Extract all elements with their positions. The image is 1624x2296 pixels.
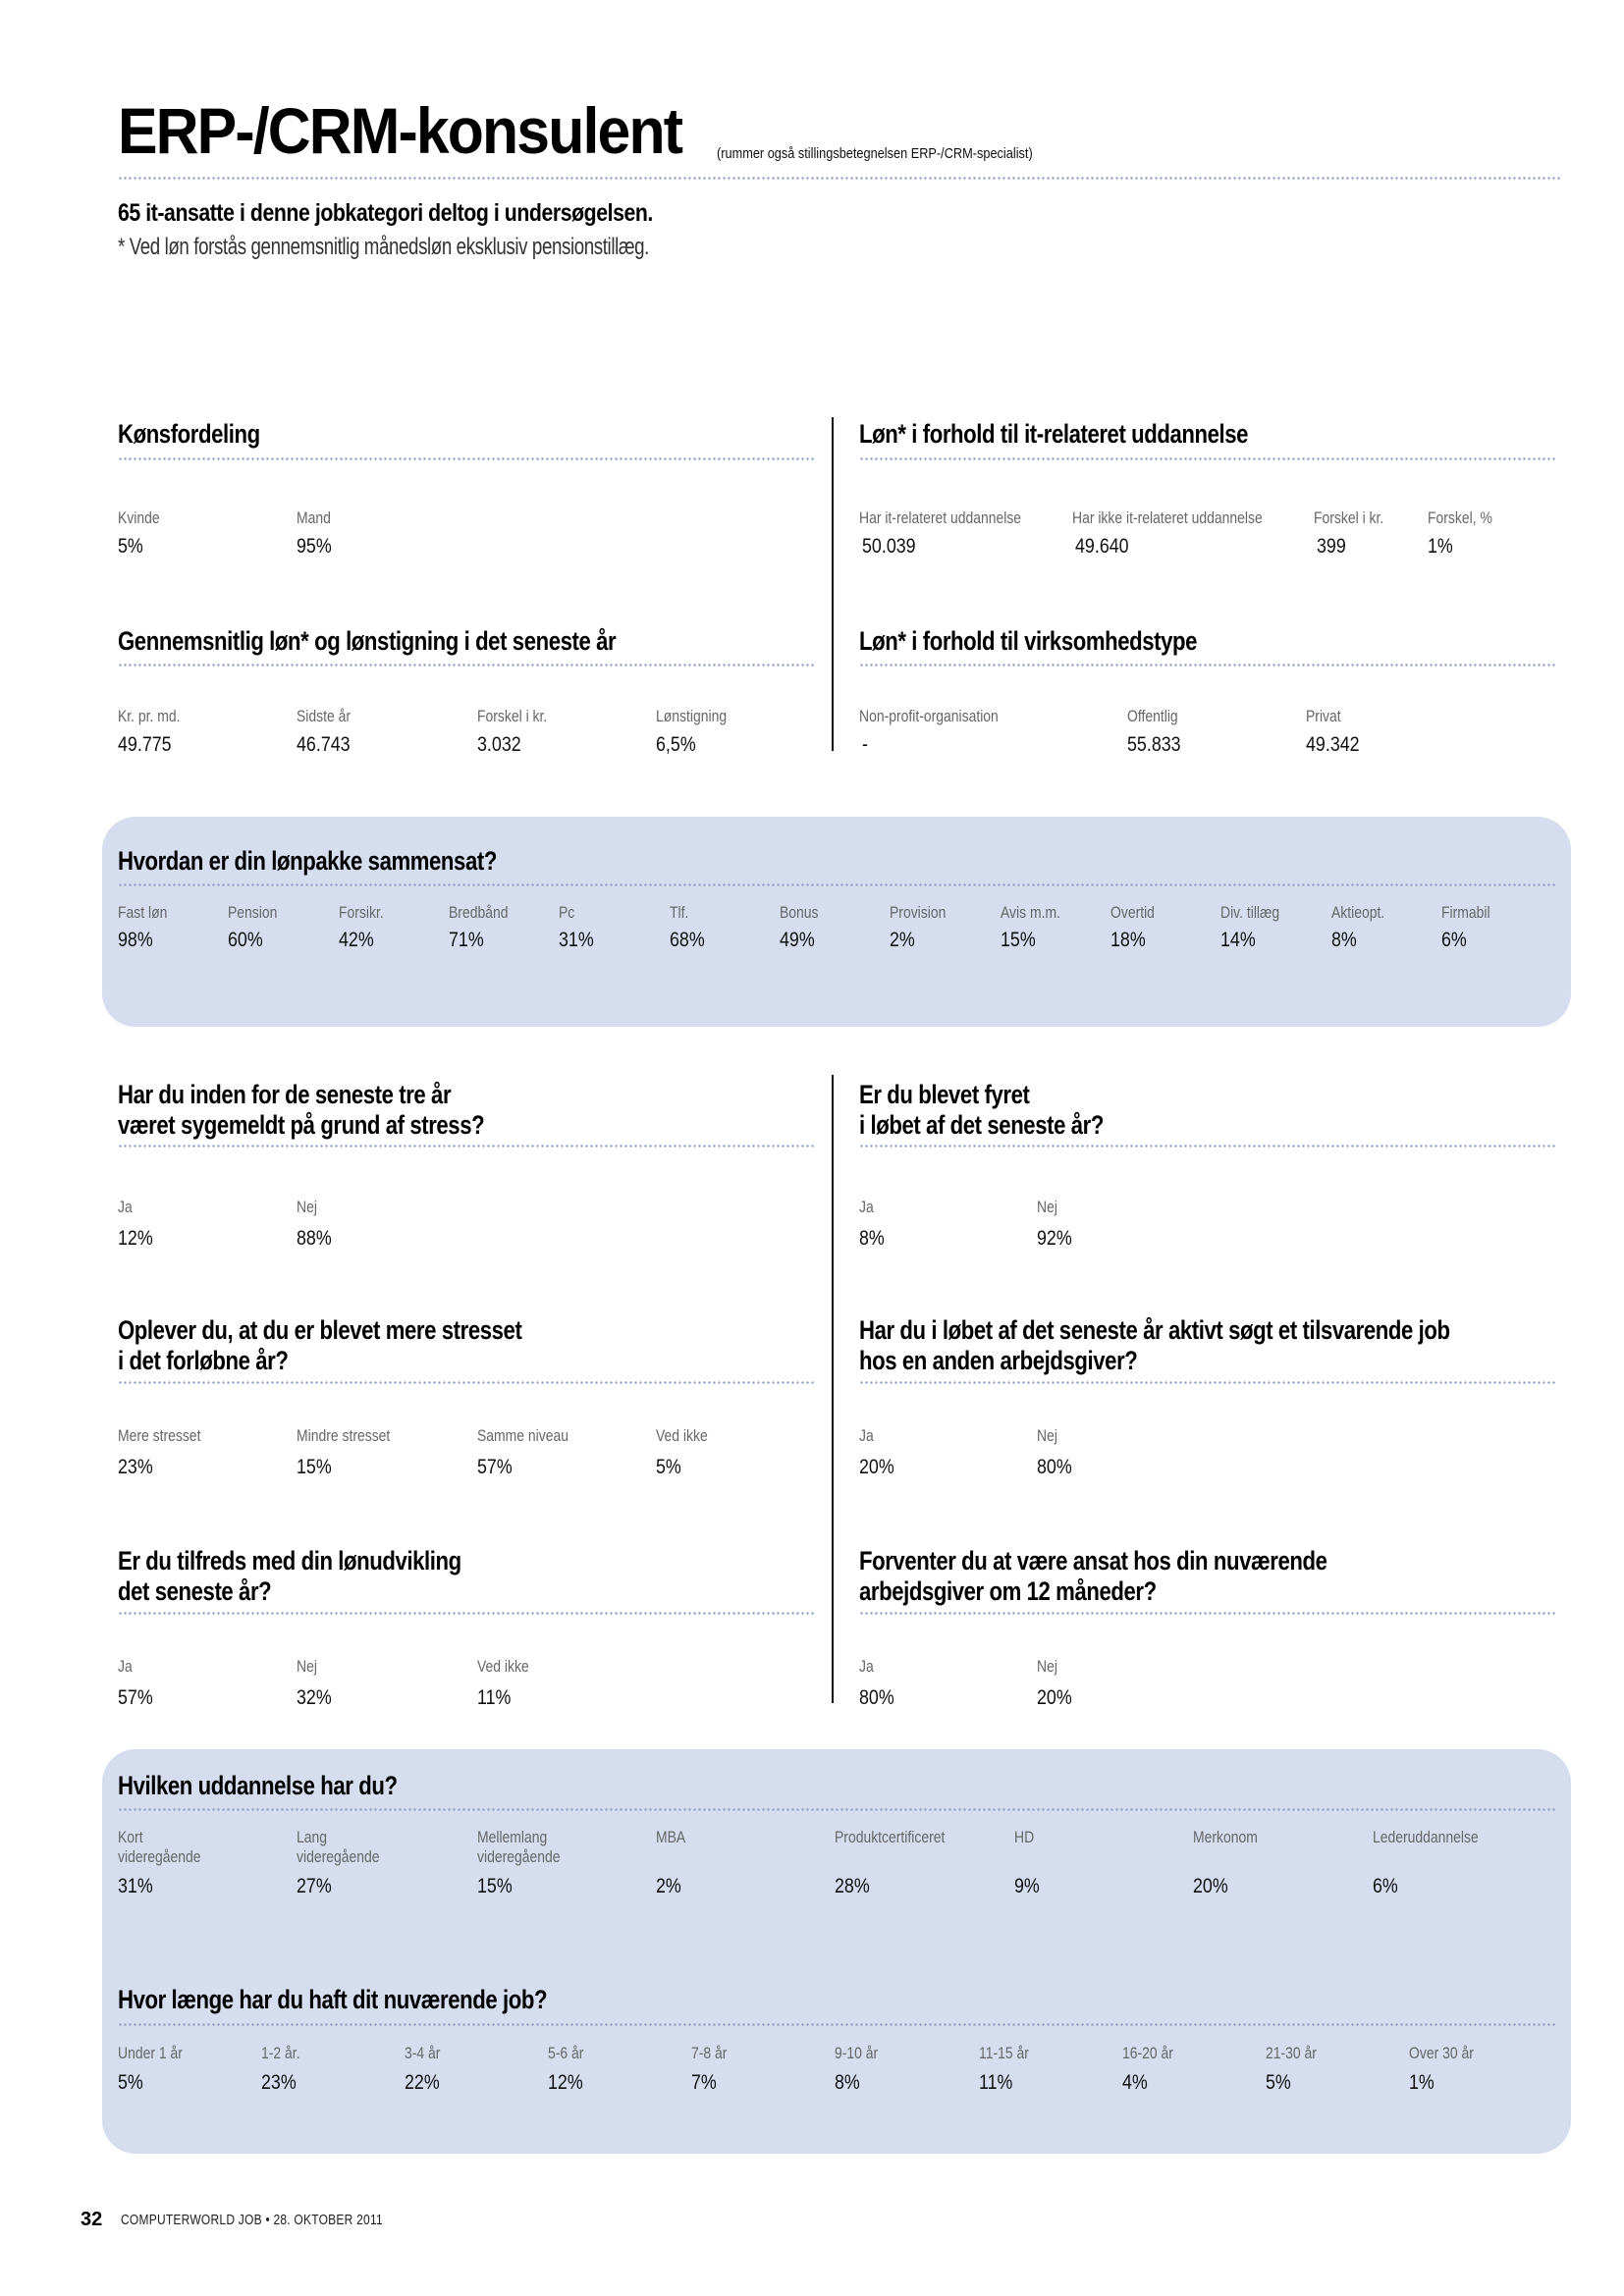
stat-value: 60% <box>228 929 263 951</box>
stat-label: Nej <box>297 1657 317 1676</box>
stat-label: Kr. pr. md. <box>118 707 181 725</box>
section-title-line2: det seneste år? <box>118 1576 272 1606</box>
section-title-line1: Har du inden for de seneste tre år <box>118 1080 452 1109</box>
stat-value: 49.640 <box>1075 535 1129 558</box>
stat-value: 57% <box>477 1456 513 1478</box>
section-title-line2: hos en anden arbejdsgiver? <box>859 1346 1138 1375</box>
stat-value: 11% <box>979 2071 1013 2094</box>
section-divider <box>859 1612 1556 1615</box>
section-title: Hvordan er din lønpakke sammensat? <box>118 846 497 876</box>
stat-label: Privat <box>1306 707 1341 725</box>
header-divider <box>118 177 1561 180</box>
stat-value: 8% <box>859 1227 885 1250</box>
stat-label: Bonus <box>780 903 819 922</box>
section-divider <box>118 1808 1557 1811</box>
stat-value: 49.342 <box>1306 733 1360 756</box>
stat-value: 42% <box>339 929 374 951</box>
section-divider <box>859 1145 1556 1148</box>
stat-value: 8% <box>1331 929 1357 951</box>
title-note: (rummer også stillingsbetegnelsen ERP-/CRM-specialist) <box>717 145 1033 162</box>
stat-value: 6% <box>1373 1875 1398 1897</box>
stat-label: Mere stresset <box>118 1426 201 1445</box>
stat-value: 2% <box>656 1875 681 1897</box>
stat-value: 20% <box>1037 1686 1072 1709</box>
stat-value: 23% <box>261 2071 297 2094</box>
stat-label: Merkonom <box>1193 1828 1258 1846</box>
stat-label: Ved ikke <box>656 1426 708 1445</box>
section-title: Kønsfordeling <box>118 419 260 449</box>
stat-value: 98% <box>118 929 153 951</box>
section-divider <box>859 457 1556 460</box>
stat-value: 31% <box>118 1875 153 1897</box>
stat-value: 71% <box>449 929 484 951</box>
stat-value: 4% <box>1122 2071 1148 2094</box>
stat-label: Nej <box>1037 1657 1057 1676</box>
section-title: Gennemsnitlig løn* og lønstigning i det seneste år <box>118 626 617 656</box>
stat-value: 95% <box>297 535 332 558</box>
stat-label-line2: videregående <box>118 1847 201 1866</box>
stat-label: Har ikke it-relateret uddannelse <box>1072 508 1263 527</box>
section-title: Løn* i forhold til it-relateret uddannelse <box>859 419 1249 449</box>
section-title-line2: i løbet af det seneste år? <box>859 1110 1104 1140</box>
stat-label: Nej <box>1037 1426 1057 1445</box>
stat-value: 5% <box>1266 2071 1291 2094</box>
section-title-line1: Har du i løbet af det seneste år aktivt søgt et tilsvarende job <box>859 1315 1450 1345</box>
stat-value: 399 <box>1317 535 1346 558</box>
section-title-line1: Er du tilfreds med din lønudvikling <box>118 1546 461 1575</box>
stat-value: 20% <box>859 1456 894 1478</box>
stat-label: Offentlig <box>1127 707 1178 725</box>
stat-value: 1% <box>1409 2071 1435 2094</box>
stat-label: Provision <box>890 903 947 922</box>
stat-label: 11-15 år <box>979 2044 1029 2062</box>
stat-label: Non-profit-organisation <box>859 707 999 725</box>
stat-value: 1% <box>1428 535 1453 558</box>
stat-value: 14% <box>1220 929 1256 951</box>
stat-label: Div. tillæg <box>1220 903 1280 922</box>
stat-value: 3.032 <box>477 733 521 756</box>
stat-label: MBA <box>656 1828 686 1846</box>
panel-salary-package <box>102 817 1571 1027</box>
section-divider <box>118 2023 1557 2026</box>
section-divider <box>118 883 1557 886</box>
stat-label: Over 30 år <box>1409 2044 1474 2062</box>
stat-value: 5% <box>118 535 143 558</box>
stat-label: Under 1 år <box>118 2044 183 2062</box>
stat-value: 8% <box>835 2071 860 2094</box>
section-title-line2: været sygemeldt på grund af stress? <box>118 1110 485 1140</box>
stat-label: Mindre stresset <box>297 1426 391 1445</box>
stat-value: 88% <box>297 1227 332 1250</box>
stat-value: 12% <box>118 1227 153 1250</box>
section-title-line1: Oplever du, at du er blevet mere stresset <box>118 1315 522 1345</box>
intro-text: 65 it-ansatte i denne jobkategori deltog i undersøgelsen. <box>118 199 653 227</box>
stat-value: 28% <box>835 1875 870 1897</box>
stat-label: 9-10 år <box>835 2044 879 2062</box>
section-divider <box>118 664 815 667</box>
stat-label: Samme niveau <box>477 1426 568 1445</box>
column-divider-top <box>832 417 834 751</box>
stat-label: Ja <box>859 1426 874 1445</box>
stat-label: Ja <box>118 1198 133 1216</box>
section-title: Hvor længe har du haft dit nuværende job? <box>118 1985 548 2014</box>
stat-label-line2: videregående <box>297 1847 380 1866</box>
stat-label: Aktieopt. <box>1331 903 1385 922</box>
stat-value: 27% <box>297 1875 332 1897</box>
stat-label: 5-6 år <box>548 2044 584 2062</box>
stat-value: 23% <box>118 1456 153 1478</box>
stat-label: HD <box>1014 1828 1035 1846</box>
stat-label: 7-8 år <box>691 2044 728 2062</box>
page-number: 32 <box>81 2209 103 2230</box>
stat-label: Forskel, % <box>1428 508 1492 527</box>
stat-label: Har it-relateret uddannelse <box>859 508 1022 527</box>
stat-label: Tlf. <box>670 903 689 922</box>
stat-label: Ja <box>118 1657 133 1676</box>
stat-label: Kort <box>118 1828 143 1846</box>
publication-line: COMPUTERWORLD JOB • 28. OKTOBER 2011 <box>121 2212 383 2228</box>
stat-value: 32% <box>297 1686 332 1709</box>
stat-label: Forskel i kr. <box>1314 508 1384 527</box>
stat-value: 80% <box>1037 1456 1072 1478</box>
stat-value: 5% <box>656 1456 681 1478</box>
stat-value: 9% <box>1014 1875 1040 1897</box>
stat-label: Lederuddannelse <box>1373 1828 1479 1846</box>
stat-value: 31% <box>559 929 594 951</box>
page-title: ERP-/CRM-konsulent <box>118 94 682 167</box>
stat-value: 11% <box>477 1686 512 1709</box>
column-divider-middle <box>832 1075 834 1703</box>
stat-value: 80% <box>859 1686 894 1709</box>
stat-label: Mellemlang <box>477 1828 548 1846</box>
section-divider <box>118 1145 815 1148</box>
stat-value: 5% <box>118 2071 143 2094</box>
stat-label: Fast løn <box>118 903 168 922</box>
stat-value: 49% <box>780 929 815 951</box>
stat-value: 46.743 <box>297 733 351 756</box>
section-title: Løn* i forhold til virksomhedstype <box>859 626 1198 656</box>
stat-label-line2: videregående <box>477 1847 561 1866</box>
stat-value: 49.775 <box>118 733 172 756</box>
stat-label: Forskel i kr. <box>477 707 548 725</box>
stat-label: Kvinde <box>118 508 160 527</box>
stat-label: 3-4 år <box>405 2044 441 2062</box>
section-title-line1: Forventer du at være ansat hos din nuværende <box>859 1546 1327 1575</box>
section-divider <box>859 664 1556 667</box>
stat-label: Ja <box>859 1657 874 1676</box>
stat-value: 55.833 <box>1127 733 1181 756</box>
stat-label: 16-20 år <box>1122 2044 1173 2062</box>
stat-label: Mand <box>297 508 331 527</box>
section-title-line2: i det forløbne år? <box>118 1346 289 1375</box>
stat-label: Ved ikke <box>477 1657 529 1676</box>
section-title-line2: arbejdsgiver om 12 måneder? <box>859 1576 1157 1606</box>
stat-value: 6,5% <box>656 733 696 756</box>
stat-value: 15% <box>477 1875 513 1897</box>
stat-label: Ja <box>859 1198 874 1216</box>
stat-label: Nej <box>297 1198 317 1216</box>
stat-value: 15% <box>1001 929 1036 951</box>
section-divider <box>118 1612 815 1615</box>
section-divider <box>118 1381 815 1384</box>
stat-label: 21-30 år <box>1266 2044 1317 2062</box>
stat-label: Lang <box>297 1828 328 1846</box>
panel-education-tenure <box>102 1749 1571 2154</box>
stat-value: 12% <box>548 2071 583 2094</box>
stat-label: Avis m.m. <box>1001 903 1060 922</box>
stat-label: Pension <box>228 903 278 922</box>
stat-value: 92% <box>1037 1227 1072 1250</box>
stat-value: 18% <box>1110 929 1146 951</box>
stat-label: Nej <box>1037 1198 1057 1216</box>
section-divider <box>118 457 815 460</box>
stat-value: 20% <box>1193 1875 1228 1897</box>
stat-value: 7% <box>691 2071 717 2094</box>
stat-label: Pc <box>559 903 575 922</box>
stat-value: 50.039 <box>862 535 916 558</box>
stat-label: Forsikr. <box>339 903 384 922</box>
stat-value: 15% <box>297 1456 332 1478</box>
stat-label: Produktcertificeret <box>835 1828 946 1846</box>
stat-value: 68% <box>670 929 705 951</box>
stat-value: 6% <box>1441 929 1467 951</box>
stat-label: Overtid <box>1110 903 1155 922</box>
salary-footnote: * Ved løn forstås gennemsnitlig månedsløn eksklusiv pensionstillæg. <box>118 234 649 260</box>
section-title-line1: Er du blevet fyret <box>859 1080 1030 1109</box>
stat-value: 22% <box>405 2071 440 2094</box>
stat-label: 1-2 år. <box>261 2044 300 2062</box>
stat-value: - <box>862 733 868 756</box>
stat-label: Firmabil <box>1441 903 1490 922</box>
stat-label: Sidste år <box>297 707 352 725</box>
section-title: Hvilken uddannelse har du? <box>118 1771 398 1800</box>
stat-value: 57% <box>118 1686 153 1709</box>
section-divider <box>859 1381 1556 1384</box>
stat-label: Bredbånd <box>449 903 509 922</box>
stat-value: 2% <box>890 929 915 951</box>
stat-label: Lønstigning <box>656 707 728 725</box>
